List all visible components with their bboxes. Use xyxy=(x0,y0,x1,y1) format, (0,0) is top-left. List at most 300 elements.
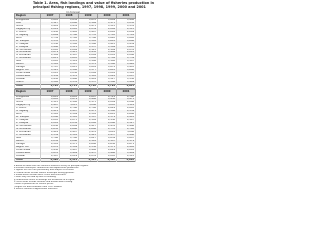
table-cell: 2,075 xyxy=(60,119,79,122)
table-cell: 1,903 xyxy=(117,66,136,69)
table-cell: 2,760 xyxy=(117,95,136,98)
footnote: d Coastal areas include marine municipal fishing grounds. xyxy=(14,171,75,174)
table-cell: 2,179 xyxy=(117,140,136,143)
table-cell: 1,876 xyxy=(41,152,60,155)
table-cell: 1,827 xyxy=(79,137,98,140)
row-label: C. Luzon xyxy=(15,31,41,34)
table-cell: 2,539 xyxy=(117,110,136,113)
table-cell: 2,147 xyxy=(98,140,117,143)
table-cell: 1,098 xyxy=(60,22,79,25)
table-cell: 2,214 xyxy=(41,28,60,31)
row-label: Unallocated xyxy=(15,152,41,155)
table-cell: 1,193 xyxy=(79,75,98,78)
table-cell: 2,113 xyxy=(41,101,60,104)
row-label: Unallocated xyxy=(15,75,41,78)
table-cell: 2,829 xyxy=(98,107,117,110)
table-cell: 1,531 xyxy=(117,25,136,28)
table-cell: 2,283 xyxy=(98,155,117,158)
column-header-year: 2001 xyxy=(117,90,136,96)
table-cell: 2,144 xyxy=(41,54,60,57)
table-cell: 1,187 xyxy=(117,60,136,63)
table-cell: 1,952 xyxy=(79,51,98,54)
document-title xyxy=(33,1,155,9)
row-label: Bicol xyxy=(15,37,41,40)
table-cell: 1,879 xyxy=(41,51,60,54)
column-header-year: 1997 xyxy=(41,13,60,19)
table-cell: 1,870 xyxy=(79,19,98,22)
table-cell: 2,123 xyxy=(79,49,98,52)
table-cell: 1,640 xyxy=(117,69,136,72)
table-cell: 2,423 xyxy=(79,134,98,137)
row-label: Ilocos xyxy=(15,25,41,28)
table-cell: 2,294 xyxy=(98,28,117,31)
table-cell: 2,189 xyxy=(98,49,117,52)
table-cell: 1,583 xyxy=(79,40,98,43)
table-cell: 1,093 xyxy=(41,60,60,63)
table-cell: 2,391 xyxy=(60,134,79,137)
table-cell: 1,224 xyxy=(98,75,117,78)
footnote: j Region XIII data available from 1997 onward. xyxy=(14,185,63,188)
table-cell: 1,612 xyxy=(98,40,117,43)
table-cell: 2,288 xyxy=(117,54,136,57)
table-cell: 3,046 xyxy=(79,104,98,107)
table-cell: 1,438 xyxy=(41,78,60,81)
table-cell: 1,879 xyxy=(60,98,79,101)
table-cell: 2,643 xyxy=(60,95,79,98)
table-cell: 2,012 xyxy=(117,51,136,54)
table-cell: 1,475 xyxy=(79,25,98,28)
row-label: W. Mindanao xyxy=(15,125,41,128)
table-cell: 1,154 xyxy=(41,75,60,78)
footnote: e Inland areas include lakes, rivers and reservoirs. xyxy=(14,173,67,176)
table-cell: 2,573 xyxy=(60,143,79,146)
table-cell: 2,201 xyxy=(41,122,60,125)
title-line: Table 1. Area, fish landings and value of fisheries production in xyxy=(33,1,155,5)
table-cell: 2,288 xyxy=(41,116,60,119)
table-cell: 1,734 xyxy=(41,37,60,40)
table-cell: 2,914 xyxy=(41,131,60,134)
table-cell: 1,577 xyxy=(79,69,98,72)
row-label: N. Mindanao xyxy=(15,51,41,54)
table-cell: 2,204 xyxy=(79,54,98,57)
table-cell: 2,371 xyxy=(98,146,117,149)
table-cell: 2,029 xyxy=(98,149,117,152)
table-cell: 2,917 xyxy=(79,125,98,128)
table-cell: 2,581 xyxy=(79,113,98,116)
table-cell: 2,262 xyxy=(79,122,98,125)
row-label: CAR xyxy=(15,98,41,101)
table-cell: 2,086 xyxy=(60,140,79,143)
table-cell: 2,402 xyxy=(117,146,136,149)
row-label: Other areas xyxy=(15,72,41,75)
column-header-year: 1997 xyxy=(41,90,60,96)
table-cell: 2,508 xyxy=(98,110,117,113)
table-cell: 2,632 xyxy=(41,128,60,131)
row-label: NCR xyxy=(15,60,41,63)
table-cell: 1,909 xyxy=(60,152,79,155)
table-cell: 2,865 xyxy=(117,107,136,110)
table-cell: 1,409 xyxy=(117,81,136,84)
table-cell: 1,768 xyxy=(41,137,60,140)
table-cell: 2,315 xyxy=(117,155,136,158)
table-cell: 1,488 xyxy=(41,46,60,49)
table-cell: 2,798 xyxy=(79,107,98,110)
table-cell: 1,611 xyxy=(41,57,60,60)
column-header-year: 2000 xyxy=(98,13,117,19)
table-cell: 1,173 xyxy=(98,22,117,25)
row-label: W. Mindanao xyxy=(15,49,41,52)
table-cell: 1,845 xyxy=(41,98,60,101)
table-cell: 1,937 xyxy=(79,152,98,155)
document-page xyxy=(0,0,155,198)
table-cell: 1,178 xyxy=(60,75,79,78)
table-cell: 2,731 xyxy=(98,128,117,131)
row-label: E. Visayas xyxy=(15,122,41,125)
table-cell: 1,569 xyxy=(98,46,117,49)
table-cell: 2,309 xyxy=(60,146,79,149)
table-cell: 2,628 xyxy=(117,158,136,162)
table-cell: 2,668 xyxy=(60,128,79,131)
table-cell: 2,327 xyxy=(117,122,136,125)
table-cell: 1,533 xyxy=(41,40,60,43)
table-cell: 1,401 xyxy=(41,25,60,28)
table-cell: 2,696 xyxy=(79,128,98,131)
row-label: Total xyxy=(15,158,41,162)
table-cell: 1,527 xyxy=(98,78,117,81)
table-cell: 1,938 xyxy=(41,149,60,152)
table-cell: 2,411 xyxy=(41,110,60,113)
row-label: Region XIII xyxy=(15,69,41,72)
table-cell: 2,061 xyxy=(117,149,136,152)
table-cell: 1,739 xyxy=(117,57,136,60)
table-cell: 1,557 xyxy=(79,46,98,49)
row-label: W. Visayas xyxy=(15,116,41,119)
table-cell: 2,063 xyxy=(41,49,60,52)
footnote: k Source: Bureau of Agricultural Statistics. xyxy=(14,187,58,190)
table-cell: 1,859 xyxy=(98,137,117,140)
table-cell: 2,606 xyxy=(79,143,98,146)
table-cell: 2,447 xyxy=(60,110,79,113)
column-header-region: Region xyxy=(15,13,41,19)
row-label: W. Visayas xyxy=(15,40,41,43)
table-cell: 1,682 xyxy=(79,57,98,60)
table-cell: 2,856 xyxy=(41,125,60,128)
table-cell: 1,415 xyxy=(98,43,117,46)
column-header-year: 1998 xyxy=(60,13,79,19)
footnote: h Other areas include offshore and distant-water fishing. xyxy=(14,180,73,183)
row-label: Other areas xyxy=(15,149,41,152)
table-cell: 2,209 xyxy=(98,101,117,104)
table-cell: 2,338 xyxy=(79,146,98,149)
row-label: C. Mindanao xyxy=(15,134,41,137)
row-label: Caraga xyxy=(15,143,41,146)
table-cell: 1,264 xyxy=(79,72,98,75)
table-cell: 2,951 xyxy=(98,125,117,128)
table-cell: 1,874 xyxy=(98,66,117,69)
table-cell: 2,136 xyxy=(98,119,117,122)
table-cell: 2,276 xyxy=(41,146,60,149)
table-cell: 1,398 xyxy=(98,63,117,66)
table-cell: 2,347 xyxy=(79,116,98,119)
row-label: C. Visayas xyxy=(15,119,41,122)
table-cell: 2,359 xyxy=(41,134,60,137)
row-label: Cagayan Vy xyxy=(15,104,41,107)
table-cell: 1,331 xyxy=(60,81,79,84)
table-row xyxy=(15,84,136,88)
table-cell: 3,012 xyxy=(98,131,117,134)
table-cell: 1,491 xyxy=(79,78,98,81)
table-cell: 1,164 xyxy=(79,22,98,25)
table-cell: 1,148 xyxy=(79,60,98,63)
table-cell: 1,548 xyxy=(60,69,79,72)
table-cell: 1,820 xyxy=(98,37,117,40)
table-cell: 1,318 xyxy=(117,72,136,75)
footnotes xyxy=(14,165,136,191)
table-cell: 2,612 xyxy=(98,113,117,116)
table-cell: 2,766 xyxy=(60,107,79,110)
table-cell: 2,687 xyxy=(79,95,98,98)
table-cell: 1,968 xyxy=(98,152,117,155)
table-cell: 2,457 xyxy=(98,134,117,137)
table-cell: 2,889 xyxy=(60,125,79,128)
table-cell: 1,967 xyxy=(60,149,79,152)
row-label: S. Mindanao xyxy=(15,54,41,57)
row-label: Cagayan Vy xyxy=(15,28,41,31)
table-cell: 2,947 xyxy=(60,131,79,134)
table-cell: 1,212 xyxy=(41,72,60,75)
table-cell: 1,426 xyxy=(117,63,136,66)
column-header-year: 2001 xyxy=(117,13,136,19)
table-cell: 1,702 xyxy=(41,84,60,88)
table-cell: 2,234 xyxy=(60,122,79,125)
table-cell: 3,015 xyxy=(60,104,79,107)
table-cell: 1,815 xyxy=(60,66,79,69)
table-cell: 2,104 xyxy=(79,119,98,122)
table-cell: 1,357 xyxy=(79,81,98,84)
table-cell: 1,787 xyxy=(41,66,60,69)
table-cell: 1,733 xyxy=(79,34,98,37)
row-label: Ilocos xyxy=(15,101,41,104)
table-cell: 1,466 xyxy=(60,78,79,81)
table-cell: 1,388 xyxy=(98,81,117,84)
table-cell: 2,648 xyxy=(117,113,136,116)
table-cell: 2,043 xyxy=(41,119,60,122)
row-label: S. Tagalog xyxy=(15,34,41,37)
table-cell: 1,906 xyxy=(79,98,98,101)
unit-note: (in tonnes) xyxy=(66,10,81,14)
row-label: Philippines xyxy=(15,19,41,22)
table-cell: 1,731 xyxy=(60,84,79,88)
row-label: C. Visayas xyxy=(15,43,41,46)
row-label: S. Mindanao xyxy=(15,131,41,134)
table-cell: 1,302 xyxy=(41,81,60,84)
table-cell: 3,114 xyxy=(117,104,136,107)
table-row xyxy=(15,158,136,162)
table-cell: 1,796 xyxy=(60,137,79,140)
table-cell: 1,799 xyxy=(98,84,117,88)
row-label: Inland xyxy=(15,81,41,84)
table-cell: 1,899 xyxy=(98,19,117,22)
column-header-year: 2000 xyxy=(98,90,117,96)
table-cell: 2,721 xyxy=(98,95,117,98)
table-cell: 1,668 xyxy=(117,40,136,43)
table-cell: 1,291 xyxy=(98,72,117,75)
table-cell: 2,049 xyxy=(117,31,136,34)
table-cell: 2,563 xyxy=(79,158,98,162)
row-label: NCR xyxy=(15,137,41,140)
table-cell: 1,114 xyxy=(60,60,79,63)
table-cell: 2,241 xyxy=(98,54,117,57)
table-cell: 2,187 xyxy=(60,54,79,57)
table-cell: 1,706 xyxy=(60,34,79,37)
table-cell: 1,247 xyxy=(117,75,136,78)
table-cell: 1,765 xyxy=(98,34,117,37)
table-cell: 1,162 xyxy=(98,60,117,63)
table-cell: 1,570 xyxy=(60,40,79,43)
table-cell: 2,054 xyxy=(41,140,60,143)
table-cell: 1,612 xyxy=(98,69,117,72)
table-cell: 1,669 xyxy=(41,34,60,37)
table-cell: 2,296 xyxy=(98,122,117,125)
table-cell: 2,175 xyxy=(79,101,98,104)
row-label: Region XIII xyxy=(15,146,41,149)
table-cell: 2,251 xyxy=(79,155,98,158)
row-label: Philippines xyxy=(15,95,41,98)
table-cell: 1,316 xyxy=(41,63,60,66)
table-cell: 1,987 xyxy=(79,31,98,34)
title-line: principal fishing regions, 1997, 1998, 1999, 2000 and 2001 xyxy=(33,4,146,9)
row-label: C. Mindanao xyxy=(15,57,41,60)
table-cell: 2,187 xyxy=(41,155,60,158)
table-cell: 1,791 xyxy=(117,34,136,37)
table-cell: 2,094 xyxy=(60,49,79,52)
table-cell: 1,372 xyxy=(79,63,98,66)
table-cell: 2,239 xyxy=(79,28,98,31)
footnote: c Figures for 2001 are preliminary and subject to revision. xyxy=(14,169,75,172)
table-cell: 2,531 xyxy=(60,158,79,162)
footnote: b Includes municipal, commercial and aquaculture production. xyxy=(14,166,80,169)
table-cell: 1,236 xyxy=(60,72,79,75)
table-cell: 1,513 xyxy=(98,25,117,28)
table-cell: 1,938 xyxy=(98,98,117,101)
table-cell: 2,986 xyxy=(117,125,136,128)
table-cell: 1,788 xyxy=(79,37,98,40)
table-cell: 1,396 xyxy=(79,43,98,46)
table-cell: 1,232 xyxy=(117,22,136,25)
table-cell: 2,246 xyxy=(117,101,136,104)
table-cell: 1,998 xyxy=(79,149,98,152)
table-cell: 2,978 xyxy=(79,131,98,134)
row-label: Caraga xyxy=(15,66,41,69)
row-label: C. Luzon xyxy=(15,107,41,110)
table-cell: 2,762 xyxy=(117,128,136,131)
table-cell: 1,862 xyxy=(117,37,136,40)
table-cell: 2,638 xyxy=(98,143,117,146)
table-cell: 3,083 xyxy=(98,104,117,107)
row-label: Coastal xyxy=(15,78,41,81)
table-cell: 2,549 xyxy=(60,113,79,116)
table-cell: 2,671 xyxy=(117,143,136,146)
table-cell: 2,265 xyxy=(60,28,79,31)
table-cell: 2,498 xyxy=(41,158,60,162)
table-cell: 2,148 xyxy=(60,101,79,104)
table-cell: 1,523 xyxy=(41,69,60,72)
row-label: ARMM xyxy=(15,63,41,66)
table-cell: 2,412 xyxy=(117,116,136,119)
row-label: E. Visayas xyxy=(15,46,41,49)
table-cell: 2,118 xyxy=(79,140,98,143)
column-header-year: 1998 xyxy=(60,90,79,96)
table-cell: 1,948 xyxy=(117,19,136,22)
table-cell: 2,488 xyxy=(117,134,136,137)
table-cell: 1,984 xyxy=(98,51,117,54)
table-cell: 1,439 xyxy=(117,43,136,46)
table-cell: 2,219 xyxy=(60,155,79,158)
table-cell: 1,766 xyxy=(79,84,98,88)
data-table-bottom xyxy=(14,89,136,162)
table-cell: 1,451 xyxy=(60,25,79,28)
table-cell: 2,516 xyxy=(41,113,60,116)
footnote: g Unallocated refers to landings not attributed to a region. xyxy=(14,178,75,181)
table-cell: 1,913 xyxy=(60,51,79,54)
table-cell: 1,356 xyxy=(41,43,60,46)
table-cell: 1,762 xyxy=(60,37,79,40)
column-header-region: Region xyxy=(15,90,41,96)
table-cell: 1,958 xyxy=(41,31,60,34)
table-cell: 1,805 xyxy=(41,19,60,22)
footnote: a Based on data from the fisheries statistics survey of principal regions. xyxy=(14,164,89,167)
table-cell: 1,382 xyxy=(60,43,79,46)
table-cell: 2,541 xyxy=(41,143,60,146)
table-cell: 1,347 xyxy=(60,63,79,66)
table-cell: 1,999 xyxy=(117,152,136,155)
table-cell: 2,231 xyxy=(117,49,136,52)
table-cell: 1,887 xyxy=(117,137,136,140)
table-cell: 1,902 xyxy=(60,31,79,34)
table-cell: 2,596 xyxy=(98,158,117,162)
table-cell: 1,835 xyxy=(117,84,136,88)
column-header-year: 1999 xyxy=(79,13,98,19)
table-cell: 1,127 xyxy=(41,22,60,25)
table-cell: 1,645 xyxy=(60,57,79,60)
row-label: Total xyxy=(15,84,41,88)
table-cell: 2,315 xyxy=(117,28,136,31)
table-cell: 1,704 xyxy=(98,57,117,60)
table-cell: 2,734 xyxy=(41,107,60,110)
table-cell: 1,511 xyxy=(60,46,79,49)
table-cell: 2,167 xyxy=(117,119,136,122)
row-label: ARMM xyxy=(15,140,41,143)
table-cell: 2,612 xyxy=(41,95,60,98)
footnote: f Totals may not add up due to rounding. xyxy=(14,176,57,179)
table-cell: 2,316 xyxy=(60,116,79,119)
table-cell: 2,016 xyxy=(98,31,117,34)
table-cell: 1,841 xyxy=(79,66,98,69)
column-header-year: 1999 xyxy=(79,90,98,96)
row-label: Coastal xyxy=(15,155,41,158)
row-label: CAR xyxy=(15,22,41,25)
table-cell: 3,046 xyxy=(117,131,136,134)
table-cell: 2,379 xyxy=(98,116,117,119)
table-cell: 1,971 xyxy=(117,98,136,101)
table-cell: 1,556 xyxy=(117,78,136,81)
row-label: N. Mindanao xyxy=(15,128,41,131)
table-cell: 2,987 xyxy=(41,104,60,107)
footnote: i Value of production at current prices. xyxy=(14,183,54,186)
row-label: Bicol xyxy=(15,113,41,116)
row-label: S. Tagalog xyxy=(15,110,41,113)
table-cell: 1,610 xyxy=(117,46,136,49)
